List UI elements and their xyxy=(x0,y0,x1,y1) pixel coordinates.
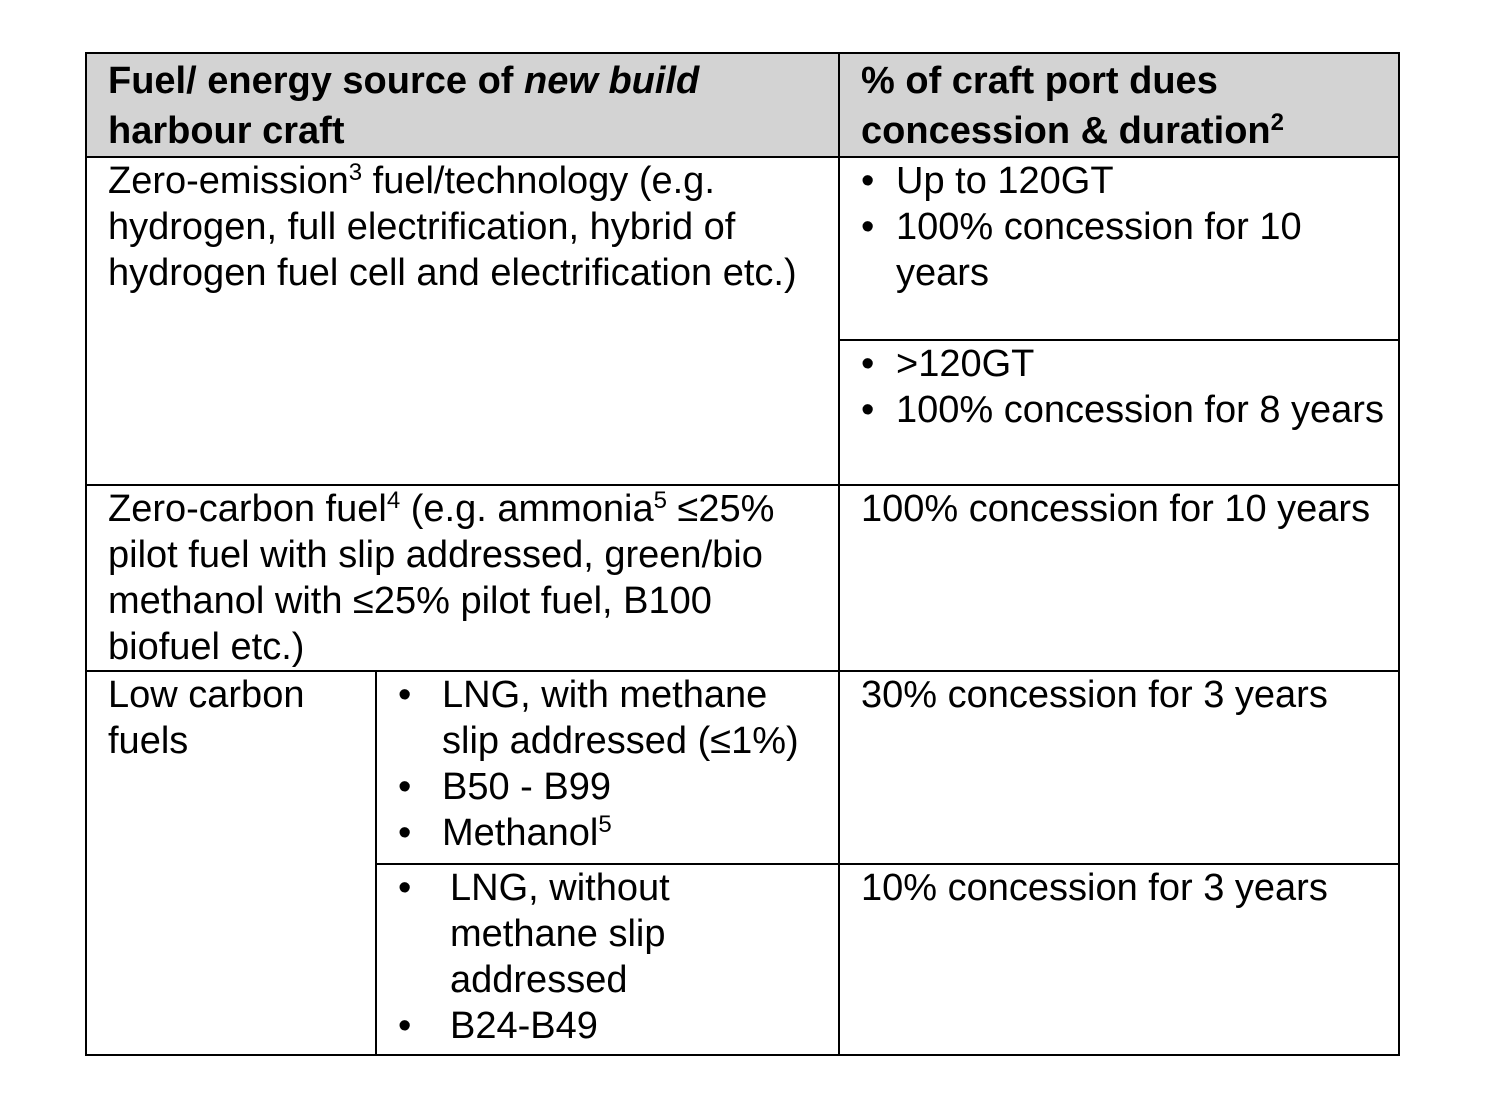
harbour-craft-concession-table xyxy=(85,52,1400,1056)
list-item: • 100% concession for 10 years xyxy=(861,204,1388,296)
table-row xyxy=(86,157,1399,340)
table-header-row xyxy=(86,53,1399,157)
table-row xyxy=(86,485,1399,671)
list-item: • LNG, with methane slip addressed (≤1%) xyxy=(398,672,828,764)
list-item: • B50 - B99 xyxy=(398,764,828,810)
low-carbon-label: Low carbon fuels xyxy=(86,671,376,1055)
low-carbon-group-a-concession: 30% concession for 3 years xyxy=(839,671,1399,864)
zero-carbon-label: Zero-carbon fuel$^4$ (e.g. ammonia$^5$ ≤25% pilot fuel with slip addressed, green/bio methanol with ≤25% pilot fuel, B100 biofuel etc.) xyxy=(86,485,839,671)
zero-emission-small-craft-concession xyxy=(839,157,1399,340)
list-item: • Methanol$^5$ xyxy=(398,810,828,856)
zero-emission-large-craft-concession xyxy=(839,340,1399,485)
fuel-source-header: Fuel/ energy source of new build harbour craft xyxy=(86,53,839,157)
list-item: • B24-B49 xyxy=(398,1003,828,1049)
list-item: • LNG, without methane slip addressed xyxy=(398,865,828,1003)
table-row xyxy=(86,671,1399,864)
list-item: • 100% concession for 8 years xyxy=(861,387,1388,433)
zero-emission-label: Zero-emission$^3$ fuel/technology (e.g. hydrogen, full electrification, hybrid of hydrogen fuel cell and electrification etc.) xyxy=(86,157,839,485)
low-carbon-group-b-fuels xyxy=(376,864,839,1055)
list-item: • Up to 120GT xyxy=(861,158,1388,204)
low-carbon-group-a-fuels xyxy=(376,671,839,864)
concession-header: % of craft port dues concession & duration$^2$ xyxy=(839,53,1399,157)
list-item: • >120GT xyxy=(861,341,1388,387)
low-carbon-group-b-concession: 10% concession for 3 years xyxy=(839,864,1399,1055)
zero-carbon-concession: 100% concession for 10 years xyxy=(839,485,1399,671)
